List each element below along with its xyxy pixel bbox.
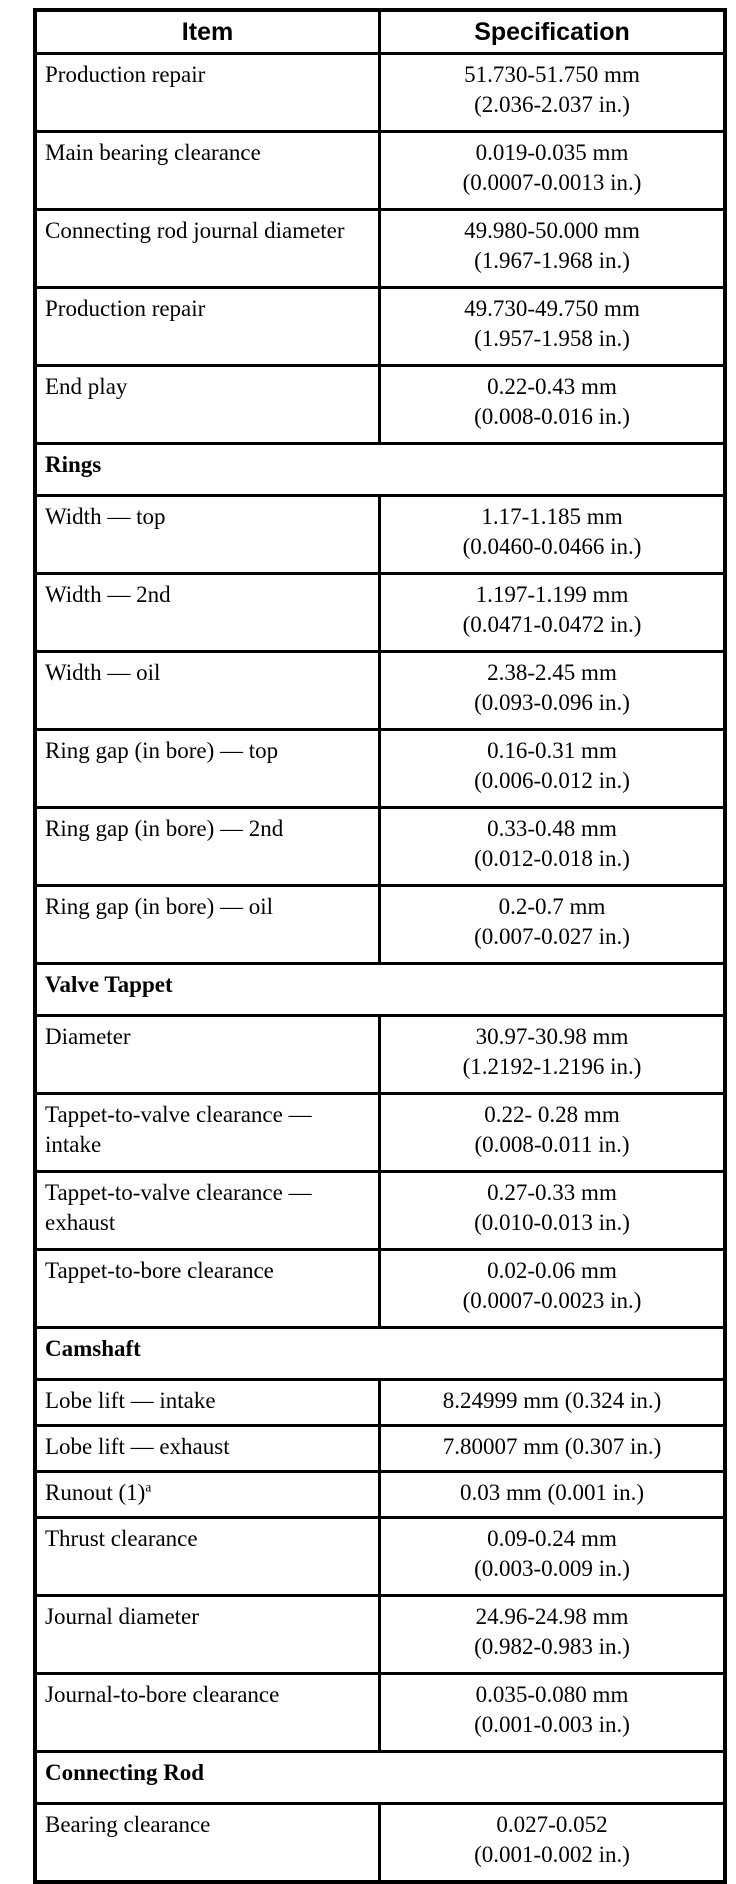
spec-line: (0.093-0.096 in.) [474,689,630,715]
spec-line: (2.036-2.037 in.) [474,91,630,117]
item-cell: Thrust clearance [35,1518,380,1596]
spec-line: (0.008-0.011 in.) [474,1131,630,1157]
spec-line: (0.001-0.003 in.) [474,1711,630,1737]
table-row [35,1016,725,1094]
spec-line: 0.02-0.06 mm [487,1258,617,1283]
spec-line: (0.003-0.009 in.) [474,1555,630,1581]
spec-line: 0.22-0.43 mm [487,374,617,399]
spec-line: 0.035-0.080 mm [475,1682,629,1707]
spec-line: 0.16-0.31 mm [487,738,617,763]
item-cell: Width — top [35,496,380,574]
item-cell: Diameter [35,1016,380,1094]
table-row [35,1674,725,1752]
spec-cell [380,1674,726,1752]
spec-line: 7.80007 mm (0.307 in.) [442,1434,662,1459]
table-body [35,54,725,1882]
item-cell: Lobe lift — exhaust [35,1426,380,1472]
spec-line: 0.27-0.33 mm [487,1180,617,1205]
spec-line: (0.982-0.983 in.) [474,1633,630,1659]
spec-cell [380,496,726,574]
spec-cell [380,1596,726,1674]
table-row [35,1380,725,1426]
spec-line: 0.019-0.035 mm [475,140,629,165]
spec-line: 30.97-30.98 mm [475,1024,629,1049]
table-row [35,652,725,730]
spec-line: 8.24999 mm (0.324 in.) [442,1388,662,1413]
section-row [35,964,725,1016]
spec-line: (1.967-1.968 in.) [474,247,630,273]
spec-line: (0.001-0.002 in.) [474,1841,630,1867]
item-cell: Bearing clearance [35,1804,380,1882]
spec-cell [380,574,726,652]
table-row [35,1518,725,1596]
spec-line: 0.027-0.052 [496,1812,608,1837]
item-cell: Tappet-to-bore clearance [35,1250,380,1328]
item-cell: Tappet-to-valve clearance — exhaust [35,1172,380,1250]
spec-cell [380,1426,726,1472]
item-cell: Production repair [35,288,380,366]
item-cell: Journal-to-bore clearance [35,1674,380,1752]
table-row [35,1426,725,1472]
table-row [35,808,725,886]
spec-line: (0.0007-0.0013 in.) [462,169,642,195]
table-row [35,1596,725,1674]
table-row [35,366,725,444]
table-row [35,730,725,808]
table-row [35,886,725,964]
item-cell: Journal diameter [35,1596,380,1674]
section-row [35,444,725,496]
spec-line: (1.957-1.958 in.) [474,325,630,351]
section-row [35,1328,725,1380]
item-cell: Width — 2nd [35,574,380,652]
item-cell: Tappet-to-valve clearance — intake [35,1094,380,1172]
spec-line: (0.012-0.018 in.) [474,845,630,871]
item-cell: Main bearing clearance [35,132,380,210]
footnote-marker: a [145,1479,152,1495]
spec-cell [380,1250,726,1328]
item-cell: Ring gap (in bore) — top [35,730,380,808]
spec-line: 51.730-51.750 mm [464,62,640,87]
spec-cell [380,886,726,964]
table-row [35,1804,725,1882]
header-row [35,10,725,54]
spec-cell [380,730,726,808]
spec-cell [380,288,726,366]
table-row [35,496,725,574]
table-row [35,1472,725,1518]
spec-line: (0.008-0.016 in.) [474,403,630,429]
spec-line: 0.09-0.24 mm [487,1526,617,1551]
table-row [35,132,725,210]
spec-cell [380,132,726,210]
spec-table [33,8,727,1884]
spec-cell [380,1172,726,1250]
spec-line: 0.03 mm (0.001 in.) [460,1480,644,1505]
spec-line: 24.96-24.98 mm [475,1604,629,1629]
item-cell: Production repair [35,54,380,132]
spec-line: (0.0471-0.0472 in.) [462,611,642,637]
spec-cell [380,1380,726,1426]
section-label: Valve Tappet [35,964,725,1016]
table-row [35,54,725,132]
section-label: Camshaft [35,1328,725,1380]
spec-line: 49.730-49.750 mm [464,296,640,321]
spec-line: (0.006-0.012 in.) [474,767,630,793]
table-row [35,1094,725,1172]
spec-line: (1.2192-1.2196 in.) [462,1053,642,1079]
spec-column-header: Specification [380,10,726,54]
item-cell: Width — oil [35,652,380,730]
table-row [35,1250,725,1328]
spec-cell [380,366,726,444]
spec-cell [380,652,726,730]
spec-line: (0.0460-0.0466 in.) [462,533,642,559]
spec-line: 0.33-0.48 mm [487,816,617,841]
spec-line: 1.197-1.199 mm [475,582,629,607]
table-row [35,288,725,366]
spec-cell [380,1804,726,1882]
spec-line: (0.007-0.027 in.) [474,923,630,949]
item-cell: Lobe lift — intake [35,1380,380,1426]
spec-cell [380,1518,726,1596]
spec-line: 1.17-1.185 mm [481,504,623,529]
section-label: Rings [35,444,725,496]
spec-cell [380,54,726,132]
spec-line: (0.010-0.013 in.) [474,1209,630,1235]
spec-cell [380,210,726,288]
spec-line: 49.980-50.000 mm [464,218,640,243]
spec-line: 0.22- 0.28 mm [484,1102,620,1127]
table-row [35,210,725,288]
spec-cell [380,1472,726,1518]
spec-cell [380,1094,726,1172]
item-cell: Ring gap (in bore) — 2nd [35,808,380,886]
item-cell: Runout (1)$^a$ [35,1472,380,1518]
item-cell: Ring gap (in bore) — oil [35,886,380,964]
spec-line: (0.0007-0.0023 in.) [462,1287,642,1313]
section-label: Connecting Rod [35,1752,725,1804]
spec-line: 0.2-0.7 mm [498,894,606,919]
spec-cell [380,808,726,886]
spec-cell [380,1016,726,1094]
item-cell: End play [35,366,380,444]
table-row [35,574,725,652]
spec-line: 2.38-2.45 mm [487,660,617,685]
table-row [35,1172,725,1250]
item-cell: Connecting rod journal diameter [35,210,380,288]
section-row [35,1752,725,1804]
item-column-header: Item [35,10,380,54]
